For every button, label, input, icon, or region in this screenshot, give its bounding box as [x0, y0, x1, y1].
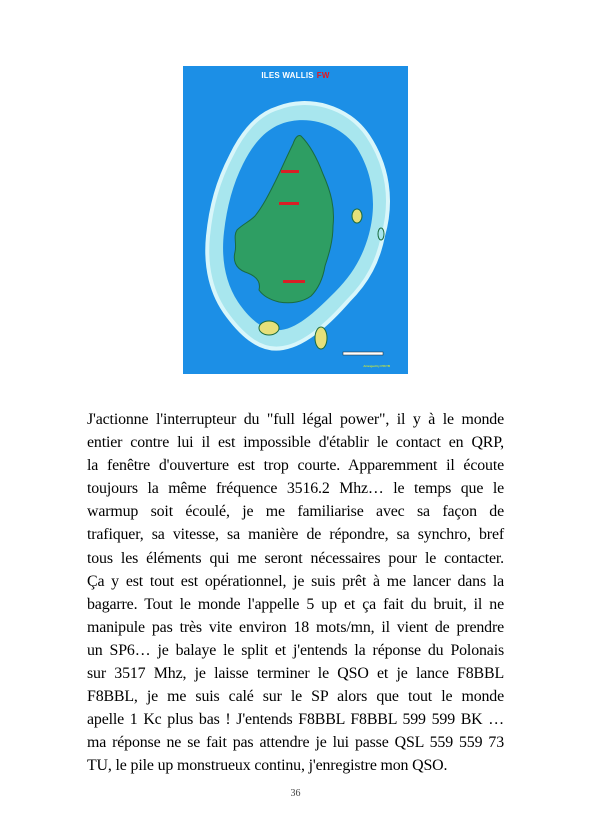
paragraph-line: toujours la même fréquence 3516.2 Mhz… le temps que le — [87, 480, 504, 498]
paragraph-line: ma réponse ne se fait pas attendre je lui passe QSL 559 559 73 — [87, 734, 504, 752]
paragraph-line: sur 3517 Mhz, je laisse terminer le QSO et je lance F8BBL — [87, 665, 504, 683]
district-label-1 — [281, 170, 299, 173]
paragraph-line: tous les éléments qui me seront nécessaires pour le contacter. — [87, 549, 504, 567]
islet-east — [352, 209, 362, 223]
map-title-text: ILES WALLIS — [261, 71, 314, 80]
paragraph-line: bagarre. Tout le monde l'appelle 5 up et ça fait du bruit, il ne — [87, 595, 504, 613]
paragraph-line: warmup soit écoulé, je me familiarise avec sa façon de — [87, 503, 504, 521]
islet-east-2 — [378, 228, 384, 240]
islet-south-1 — [259, 321, 279, 335]
paragraph-line: Ça y est tout est opérationnel, je suis prêt à me lancer dans la — [87, 572, 504, 590]
paragraph-line: F8BBL, je me suis calé sur le SP alors que tout le monde — [87, 688, 504, 706]
paragraph-line: trafiquer, sa vitesse, sa manière de répondre, sa synchro, bref — [87, 526, 504, 544]
paragraph-line: la fenêtre d'ouverture est trop courte. Apparemment il écoute — [87, 457, 504, 475]
wallis-island-map — [183, 66, 408, 374]
map-title — [183, 71, 408, 80]
paragraph-line: J'actionne l'interrupteur du "full légal power", il y à le monde — [87, 411, 504, 428]
map-illustration — [183, 66, 408, 374]
map-callsign: FW — [316, 71, 330, 80]
islet-south-2 — [315, 327, 327, 349]
scale-bar — [343, 352, 383, 355]
page-number: 36 — [290, 788, 301, 799]
paragraph-line: un SP6… je balaye le split et j'entends la réponse du Polonais — [87, 641, 504, 659]
body-paragraph — [87, 408, 504, 778]
paragraph-line: TU, le pile up monstrueux continu, j'enregistre mon QSO. — [87, 757, 448, 775]
paragraph-line: entier contre lui il est impossible d'établir le contact en QRP, — [87, 434, 504, 452]
paragraph-line: manipule pas très vite environ 18 mots/mn, il vient de prendre — [87, 618, 504, 636]
district-label-2 — [279, 202, 299, 205]
district-label-3 — [283, 280, 305, 283]
paragraph-line: apelle 1 Kc plus bas ! J'entends F8BBL F8BBL 599 599 BK … — [87, 711, 504, 729]
map-credit: Arranged by F5KYB — [363, 364, 390, 368]
